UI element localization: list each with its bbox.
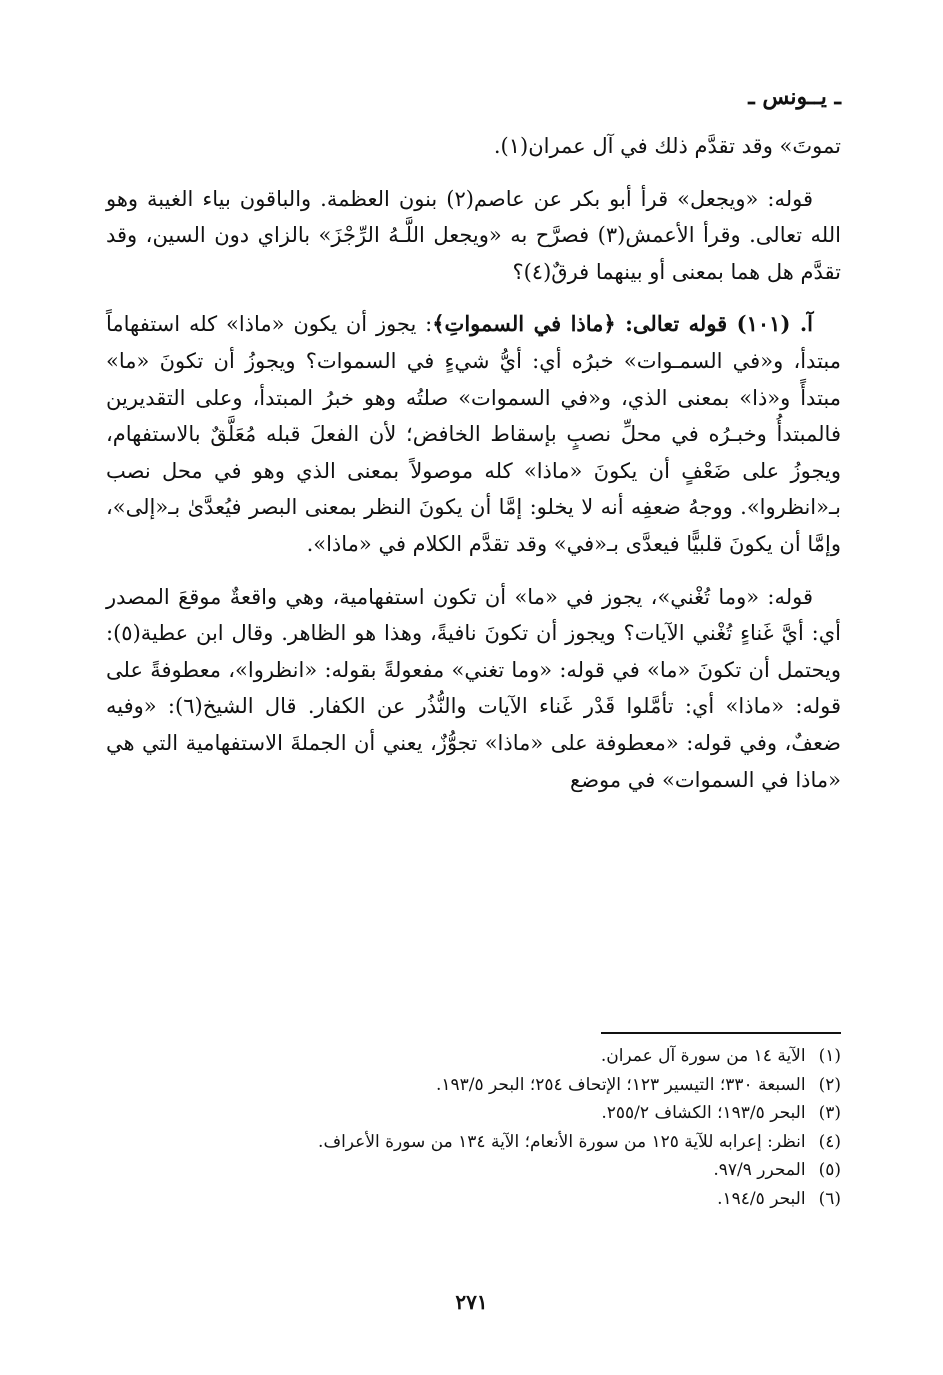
- footnote-number: (٥): [818, 1160, 841, 1181]
- footnote-number: (٣): [818, 1103, 841, 1124]
- running-header: ـ يــونس ـ: [748, 84, 841, 110]
- footnote-5: [106, 1156, 841, 1185]
- footnote-number: (٤): [818, 1131, 841, 1152]
- footnote-separator: [601, 1032, 841, 1034]
- paragraph-4: [106, 579, 841, 799]
- verse-heading: آ. (١٠١) قوله تعالى: ﴿ماذا في السمواتِ﴾: [432, 311, 813, 337]
- page-number: ٢٧١: [455, 1290, 488, 1314]
- footnote-text: انظر: إعرابه للآية ١٢٥ من سورة الأنعام؛ الآية ١٣٤ من سورة الأعراف.: [318, 1131, 806, 1152]
- main-text: [106, 128, 841, 814]
- footnote-text: الآية ١٤ من سورة آل عمران.: [600, 1046, 806, 1066]
- footnotes: [106, 1042, 841, 1214]
- footnote-text: المحرر ٩٧/٩.: [713, 1160, 806, 1181]
- paragraph-2-text: قوله: «ويجعل» قرأ أبو بكر عن عاصم(٢) بنون العظمة. والباقون بياء الغيبة وهو الله تعالى. وقرأ الأعمش(٣) فصرَّح به «ويجعل اللَّـهُ الرِّجْزَ» بالزاي دون السين، وقد تقدَّم هل هما بمعنى أو بينهما فرقٌ(٤)؟: [106, 186, 841, 284]
- footnote-text: البحر ١٩٣/٥؛ الكشاف ٢٥٥/٢.: [601, 1103, 806, 1124]
- footnote-3: [106, 1099, 841, 1128]
- paragraph-2: [106, 181, 841, 291]
- footnote-text: البحر ١٩٤/٥.: [717, 1188, 806, 1209]
- paragraph-1-text: تموتَ» وقد تقدَّم ذلك في آل عمران(١).: [493, 134, 841, 158]
- footnote-number: (٢): [818, 1074, 841, 1095]
- footnote-6: [106, 1185, 841, 1214]
- footnote-2: [106, 1071, 841, 1100]
- footnote-4: [106, 1128, 841, 1157]
- paragraph-1: [106, 128, 841, 165]
- footnote-number: (٦): [818, 1188, 841, 1209]
- footnote-text: السبعة ٣٣٠؛ التيسير ١٢٣؛ الإتحاف ٢٥٤؛ البحر ١٩٣/٥.: [435, 1074, 806, 1095]
- footnote-1: [106, 1042, 841, 1071]
- paragraph-3: [106, 306, 841, 562]
- paragraph-4-text: قوله: «وما تُغْني»، يجوز في «ما» أن تكون استفهامية، وهي واقعةٌ موقعَ المصدر أي: أيَّ غَناءٍ تُغْني الآيات؟ ويجوز أن تكونَ نافيةً، وهذا هو الظاهر. وقال ابن عطية(٥): ويحتمل أن تكونَ «ما» في قوله: «وما تغني» مفعولةً بقوله: «انظروا»، معطوفةً على قوله: «ماذا» أي: تأمَّلوا قَدْر غَناء الآيات والنُّذُر عن الكفار. قال الشيخ(٦): «وفيه ضعفٌ، وفي قوله: «معطوفة على «ماذا» تجوُّزٌ، يعني أن الجملةَ الاستفهامية التي هي «ماذا في السموات» في موضع: [106, 584, 841, 792]
- paragraph-3-text: : يجوز أن يكون «ماذا» كله استفهاماً مبتدأ، و«في السمـوات» خبرُه أي: أيُّ شيءٍ في السموات؟ ويجوزُ أن تكونَ «ما» مبتدأً و«ذا» بمعنى الذي، و«في السموات» صلتُه وهو خبرُ المبتدأ، وعلى التقديرين فالمبتدأُ وخبـرُه في محلِّ نصبٍ بإسقاط الخافض؛ لأن الفعلَ قبله مُعَلَّقٌ بالاستفهام، ويجوزُ على ضَعْفٍ أن يكونَ «ماذا» كله موصولاً بمعنى الذي وهو في محل نصب بـ«انظروا». ووجهُ ضعفِه أنه لا يخلو: إمَّا أن يكونَ النظر بمعنى البصر فيُعدَّىٰ بـ«إلى»، وإمَّا أن يكونَ قلبيًّا فيعدَّى بـ«في» وقد تقدَّم الكلام في «ماذا».: [106, 312, 841, 556]
- footnote-number: (١): [818, 1046, 841, 1066]
